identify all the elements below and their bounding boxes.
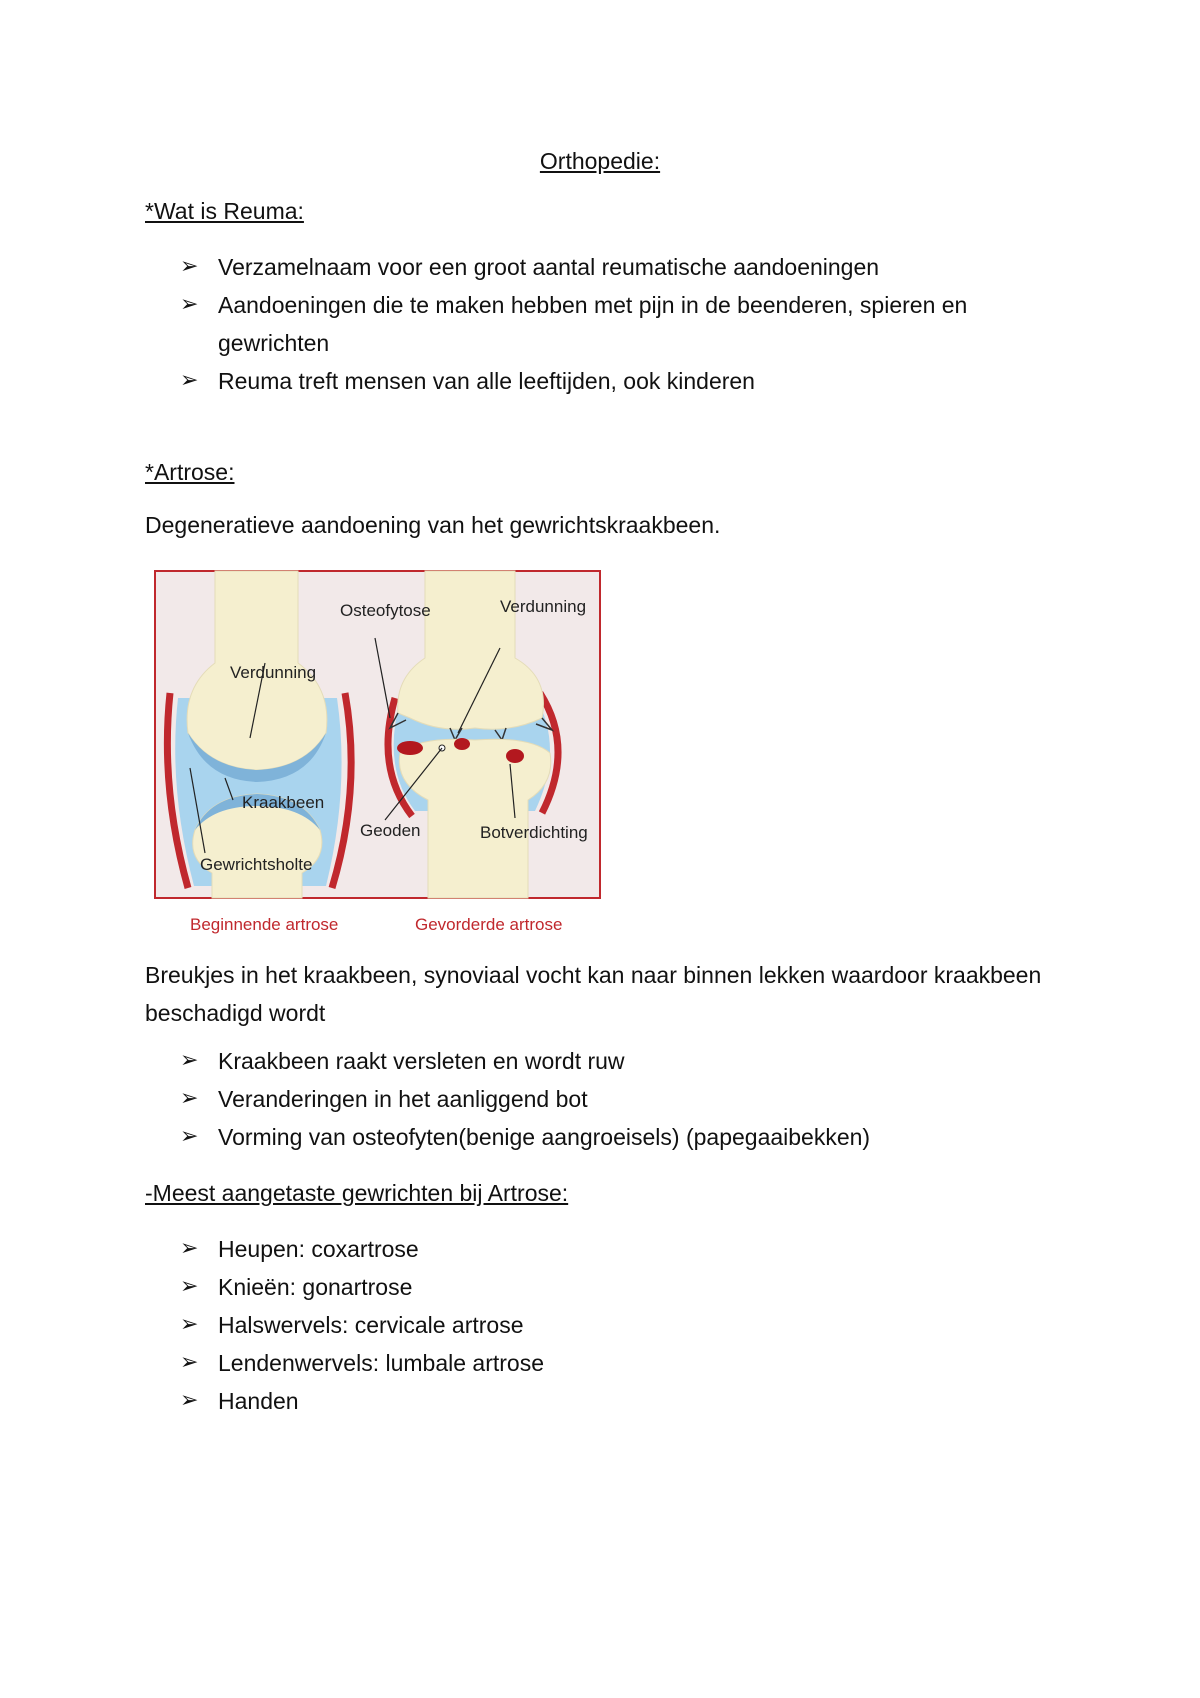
joint-illustration (150, 568, 610, 938)
caption-beginnende-artrose: Beginnende artrose (190, 915, 339, 934)
list-item (180, 362, 1060, 400)
geode-cyst-3 (506, 749, 524, 763)
list-item (180, 1344, 1060, 1382)
arrow-bullet-icon: ➢ (180, 1274, 199, 1299)
arrow-bullet-icon: ➢ (180, 254, 199, 279)
arrow-bullet-icon: ➢ (180, 1312, 199, 1337)
geode-cyst-2 (454, 738, 470, 750)
arrow-bullet-icon: ➢ (180, 368, 199, 393)
heading-reuma: *Wat is Reuma: (145, 198, 304, 224)
label-geoden: Geoden (360, 821, 421, 840)
arrow-bullet-icon: ➢ (180, 1086, 199, 1111)
bullet-list-joints (180, 1230, 1060, 1420)
artrose-definition: Degeneratieve aandoening van het gewrichtskraakbeen. (145, 512, 721, 538)
geode-cyst-1 (397, 741, 423, 755)
arrow-bullet-icon: ➢ (180, 1048, 199, 1073)
list-item (180, 1382, 1060, 1420)
arrow-bullet-icon: ➢ (180, 1388, 199, 1413)
list-item (180, 1268, 1060, 1306)
list-item (180, 1230, 1060, 1268)
arrow-bullet-icon: ➢ (180, 292, 199, 317)
artrose-paragraph: Breukjes in het kraakbeen, synoviaal vocht kan naar binnen lekken waardoor kraakbeen beschadigd wordt (145, 962, 1042, 1026)
list-item (180, 1042, 1060, 1080)
caption-gevorderde-artrose: Gevorderde artrose (415, 915, 563, 934)
list-item-text: Handen (218, 1388, 299, 1414)
arrow-bullet-icon: ➢ (180, 1124, 199, 1149)
bullet-list-artrose (180, 1042, 1060, 1156)
list-item-text: Aandoeningen die te maken hebben met pijn in de beenderen, spieren en gewrichten (218, 292, 968, 356)
list-item-text: Knieën: gonartrose (218, 1274, 413, 1300)
label-verdunning-right: Verdunning (500, 597, 587, 616)
list-item (180, 1080, 1060, 1118)
list-item-text: Halswervels: cervicale artrose (218, 1312, 524, 1338)
label-gewrichtsholte: Gewrichtsholte (200, 855, 313, 874)
page-title: Orthopedie: (539, 148, 661, 174)
artrose-figure (150, 568, 610, 938)
list-item-text: Heupen: coxartrose (218, 1236, 419, 1262)
list-item-text: Kraakbeen raakt versleten en wordt ruw (218, 1048, 625, 1074)
list-item-text: Reuma treft mensen van alle leeftijden, ook kinderen (218, 368, 755, 394)
list-item (180, 1306, 1060, 1344)
heading-joints: -Meest aangetaste gewrichten bij Artrose: (145, 1180, 569, 1206)
list-item (180, 286, 1060, 362)
list-item (180, 248, 1060, 286)
list-item-text: Veranderingen in het aanliggend bot (218, 1086, 588, 1112)
list-item-text: Lendenwervels: lumbale artrose (218, 1350, 545, 1376)
bullet-list-reuma (180, 248, 1060, 400)
list-item-text: Verzamelnaam voor een groot aantal reumatische aandoeningen (218, 254, 880, 280)
list-item-text: Vorming van osteofyten(benige aangroeisels) (papegaaibekken) (218, 1124, 871, 1150)
label-botverdichting: Botverdichting (480, 823, 588, 842)
label-verdunning-left: Verdunning (230, 663, 317, 682)
arrow-bullet-icon: ➢ (180, 1236, 199, 1261)
arrow-bullet-icon: ➢ (180, 1350, 199, 1375)
label-osteofytose: Osteofytose (340, 601, 431, 620)
heading-artrose: *Artrose: (145, 459, 235, 485)
list-item (180, 1118, 1060, 1156)
label-kraakbeen: Kraakbeen (242, 793, 325, 812)
